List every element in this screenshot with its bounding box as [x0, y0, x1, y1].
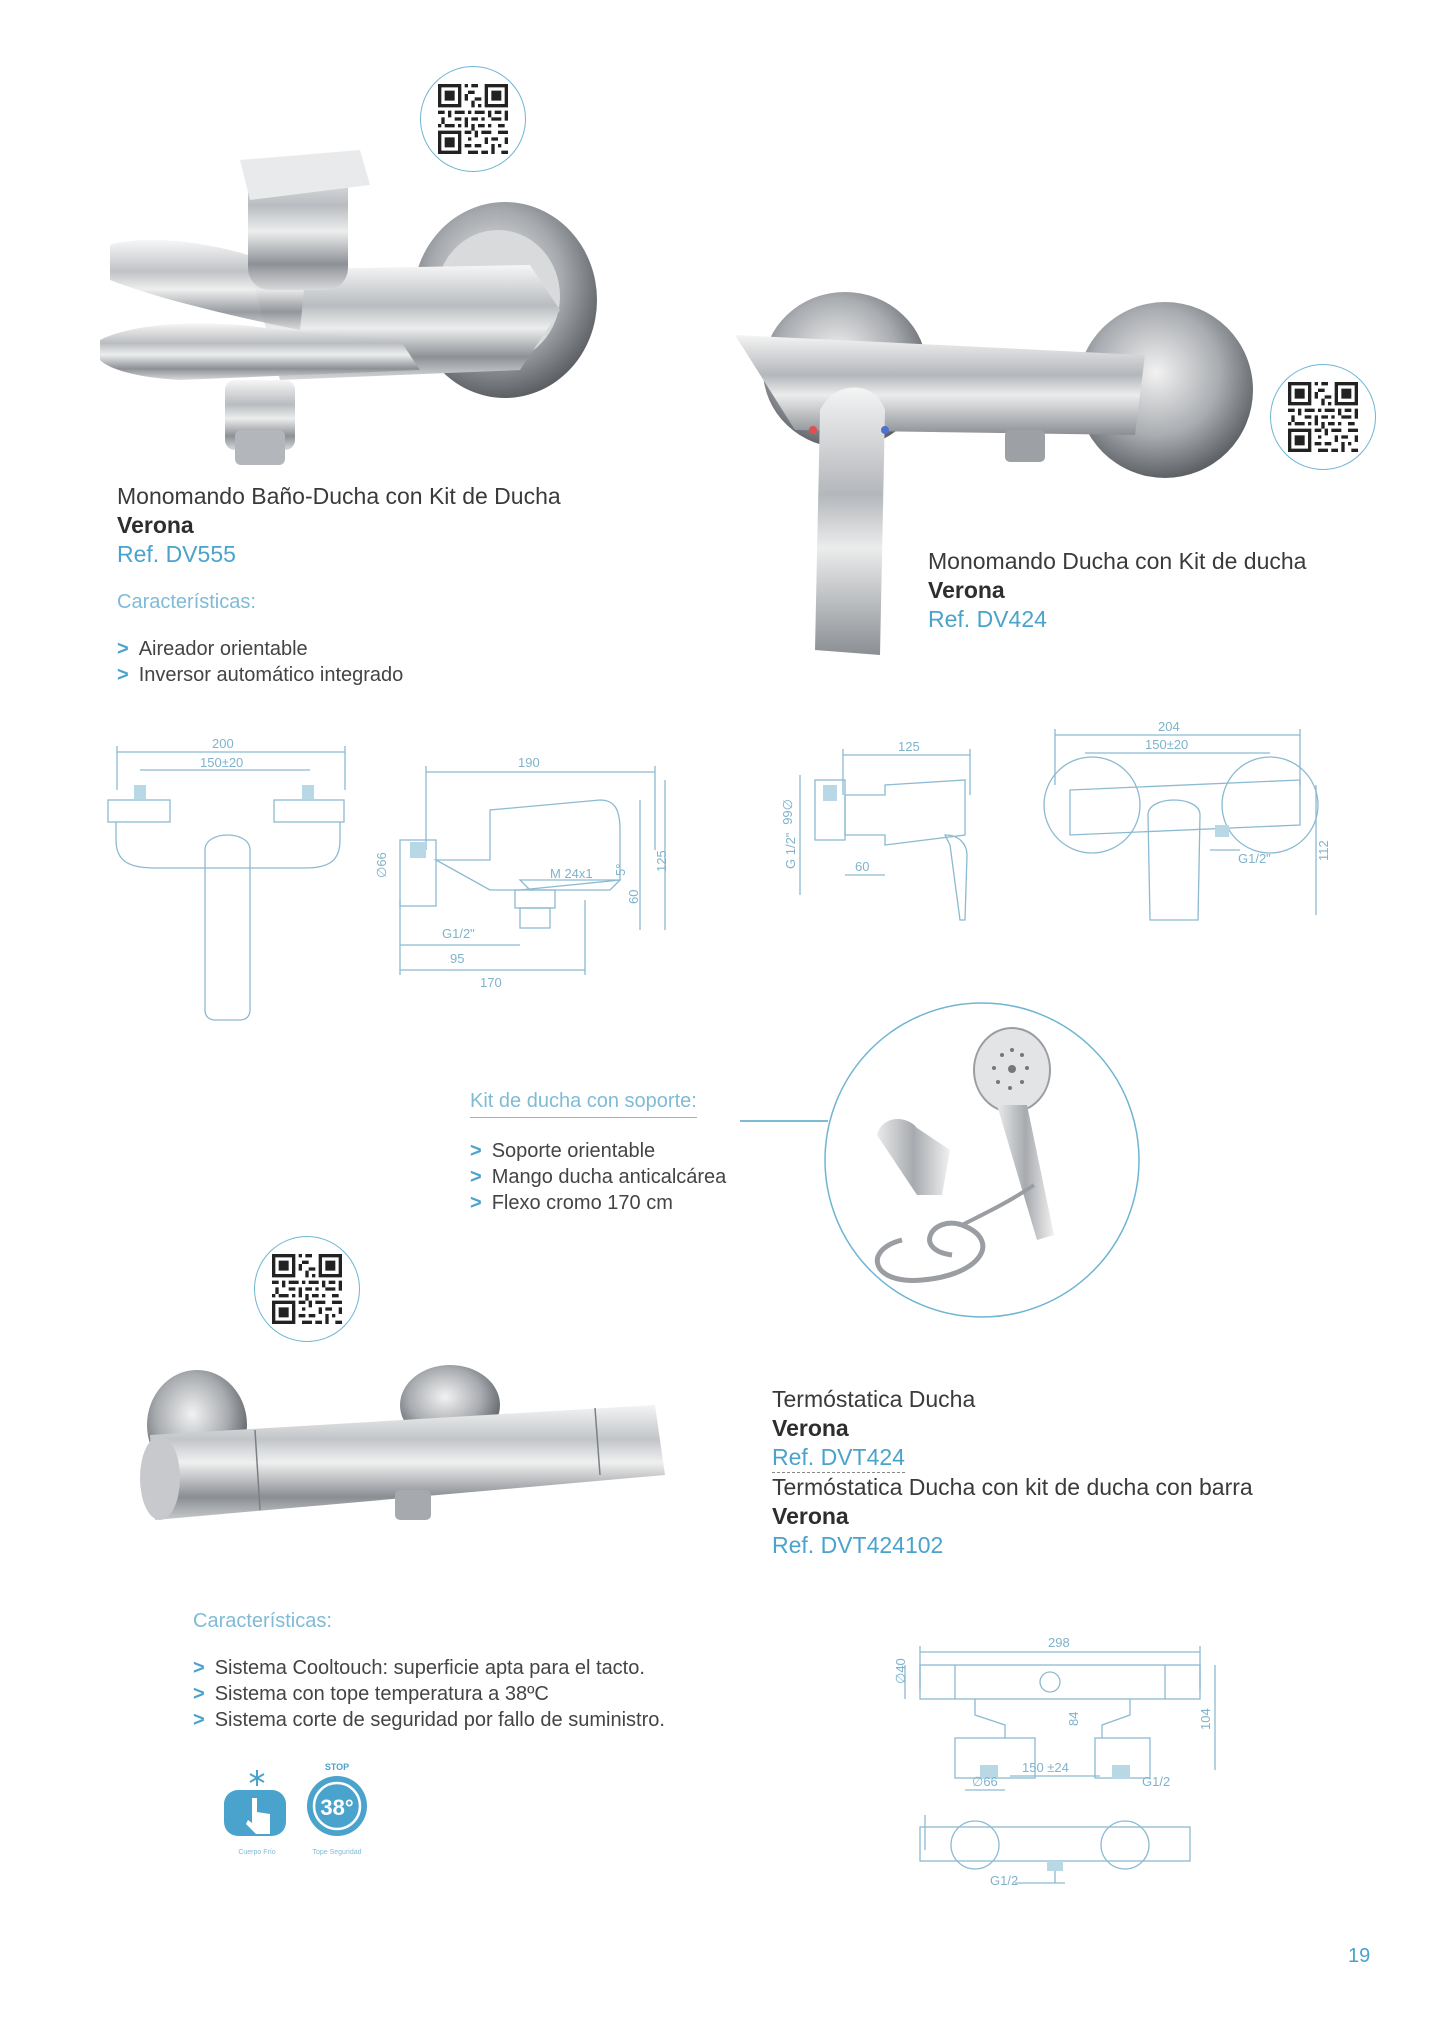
temp-label: 38° — [320, 1795, 354, 1820]
product1-ref: Ref. DV555 — [117, 541, 236, 567]
tech-drawing-dv424-side — [780, 735, 990, 925]
list-item: > Sistema con tope temperatura a 38ºC — [193, 1683, 549, 1705]
tech-drawing-dvt424-front — [880, 1630, 1213, 1800]
dim-label: 170 — [480, 975, 502, 990]
qr-code-product3[interactable] — [254, 1236, 360, 1342]
dim-label: 84 — [1066, 1711, 1081, 1726]
product1-photo — [100, 130, 620, 470]
tech-drawing-dv555-front — [100, 730, 360, 1020]
dim-label: 298 — [1048, 1635, 1070, 1650]
dim-label: ∅40 — [893, 1658, 908, 1684]
dim-label: G1/2 — [1142, 1774, 1171, 1789]
dim-label: G1/2 — [990, 1873, 1019, 1888]
product1-info — [117, 482, 677, 688]
dim-label: 200 — [212, 736, 234, 751]
dim-label: 60 — [626, 889, 641, 904]
product1-features-list — [117, 636, 677, 688]
list-item: > Sistema corte de seguridad por fallo de suministro. — [193, 1709, 665, 1731]
tech-drawing-dv555-side — [370, 750, 680, 990]
qr-code-product2[interactable] — [1270, 364, 1376, 470]
chevron-right-icon: > — [193, 1709, 205, 1731]
product3-brand: Verona — [772, 1415, 849, 1441]
stop-38-icon — [302, 1760, 372, 1858]
dim-label: 204 — [1158, 719, 1180, 734]
shower-kit-features-list — [470, 1138, 850, 1216]
dim-label: ∅66 — [972, 1774, 998, 1789]
product3-ref-b: Ref. DVT424102 — [772, 1532, 944, 1558]
chevron-right-icon: > — [470, 1166, 482, 1188]
cooltouch-icon — [222, 1768, 292, 1858]
product1-brand: Verona — [117, 512, 194, 538]
product2-ref: Ref. DV424 — [928, 606, 1047, 632]
chevron-right-icon: > — [470, 1192, 482, 1214]
list-item: > Inversor automático integrado — [117, 664, 404, 686]
product3-info — [772, 1385, 1412, 1560]
product3-title: Termóstatica Ducha — [772, 1386, 976, 1412]
dim-label: 125 — [654, 850, 669, 872]
shower-kit-info — [470, 1090, 850, 1216]
qr-code-icon — [1288, 382, 1358, 452]
dim-label: 125 — [898, 739, 920, 754]
dim-label: G 1/2" — [783, 832, 798, 869]
dim-label: 104 — [1198, 1708, 1213, 1730]
kit-connector-line — [740, 1120, 828, 1122]
product3-photo — [135, 1360, 685, 1540]
dim-label: 95 — [450, 951, 465, 966]
dim-label: ∅66 — [780, 799, 795, 825]
shower-kit-photo — [822, 1000, 1142, 1320]
product1-features-title: Características: — [117, 591, 256, 613]
list-item: > Aireador orientable — [117, 638, 308, 660]
qr-code-icon — [272, 1254, 342, 1324]
product3-title-b: Termóstatica Ducha con kit de ducha con barra — [772, 1474, 1253, 1500]
product2-info — [928, 547, 1408, 634]
product1-title: Monomando Baño-Ducha con Kit de Ducha — [117, 483, 561, 509]
dim-label: G1/2" — [1238, 851, 1271, 866]
dim-label: ∅66 — [374, 852, 389, 878]
product3-features-title: Características: — [193, 1610, 332, 1632]
dim-label: 150±20 — [200, 755, 244, 770]
dim-label: 150 ±24 — [1022, 1760, 1069, 1775]
chevron-right-icon: > — [193, 1657, 205, 1679]
product2-title: Monomando Ducha con Kit de ducha — [928, 548, 1307, 574]
chevron-right-icon: > — [117, 638, 129, 660]
page-number: 19 — [1348, 1945, 1371, 1967]
shower-kit-title: Kit de ducha con soporte: — [470, 1090, 697, 1118]
list-item: > Mango ducha anticalcárea — [470, 1166, 727, 1188]
dim-label: G1/2" — [442, 926, 475, 941]
tech-drawing-dvt424-top — [915, 1805, 1195, 1900]
stop-caption: Tope Seguridad — [312, 1849, 362, 1856]
product3-features-list — [193, 1655, 833, 1733]
chevron-right-icon: > — [193, 1683, 205, 1705]
dim-label: 112 — [1316, 840, 1331, 861]
dim-label: M 24x1 — [550, 866, 593, 881]
list-item: > Soporte orientable — [470, 1140, 656, 1162]
product3-brand-b: Verona — [772, 1503, 849, 1529]
stop-label: STOP — [324, 1762, 350, 1772]
dim-label: 60 — [855, 859, 870, 874]
dim-label: 150±20 — [1145, 737, 1189, 752]
list-item: > Flexo cromo 170 cm — [470, 1192, 673, 1214]
chevron-right-icon: > — [117, 664, 129, 686]
tech-drawing-dv424-front — [1030, 715, 1330, 925]
list-item: > Sistema Cooltouch: superficie apta para el tacto. — [193, 1657, 645, 1679]
dim-label: 190 — [518, 755, 540, 770]
product2-brand: Verona — [928, 577, 1005, 603]
product3-features — [193, 1610, 833, 1733]
cooltouch-caption: Cuerpo Frío — [238, 1849, 276, 1856]
dim-label: 5° — [613, 863, 628, 876]
product3-ref: Ref. DVT424 — [772, 1443, 905, 1473]
chevron-right-icon: > — [470, 1140, 482, 1162]
